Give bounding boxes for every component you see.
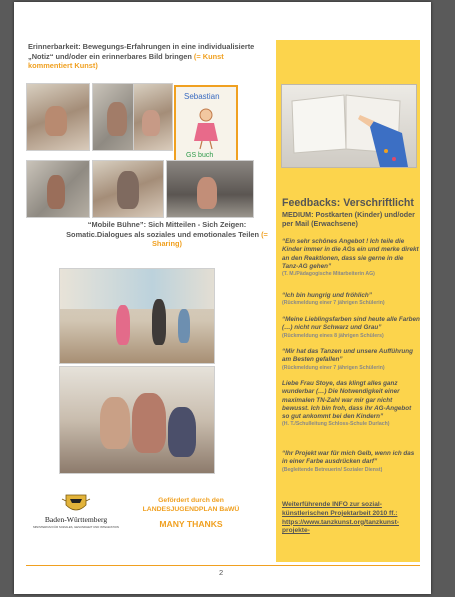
feedback-title: Feedbacks: Verschriftlicht bbox=[282, 197, 414, 209]
photo-group-1 bbox=[26, 160, 90, 218]
pointing-illustration bbox=[282, 85, 416, 167]
quote-source: (Rückmeldung einer 7 jährigen Schülerin) bbox=[282, 364, 385, 371]
logo-name: Baden-Württemberg bbox=[44, 515, 108, 524]
heading-text: Erinnerbarkeit: Bewegungs-Erfahrungen in eine individualisierte „Notiz“ und/oder ein erinnerbares Bild bringen bbox=[28, 42, 255, 61]
info-url-link[interactable]: https://www.tanzkunst.org/tanzkunst-projekte- bbox=[282, 518, 399, 535]
feedback-quote-5 bbox=[282, 380, 420, 428]
feedback-medium: MEDIUM: Postkarten (Kinder) und/oder per Mail (Erwachsene) bbox=[282, 210, 415, 228]
feedback-quote-4 bbox=[282, 348, 420, 372]
quote-text: “Ich bin hungrig und fröhlich” bbox=[282, 292, 372, 299]
quote-source: (T. M./Pädagogische Mitarbeiterin AG) bbox=[282, 271, 375, 278]
photo-child-pointing bbox=[281, 84, 417, 168]
quote-source: (Begleitende Betreuerin/ Sozialer Dienst) bbox=[282, 466, 383, 473]
logo-subtitle: MINISTERIUM FÜR SOZIALES, GESUNDHEIT UND INTEGRATION bbox=[33, 525, 119, 529]
info-block bbox=[282, 501, 420, 536]
footer-divider bbox=[26, 565, 420, 566]
drawing-text-bottom: GS buch bbox=[186, 152, 214, 159]
funding-note: Gefördert durch den LANDESJUGENDPLAN BaWÜ bbox=[142, 497, 240, 513]
quote-source: (Rückmeldung einer 7 jährigen Schülerin) bbox=[282, 300, 385, 307]
heading-accent: (= Kunst kommentiert Kunst) bbox=[28, 51, 224, 71]
mid-heading-accent: (= Sharing) bbox=[152, 229, 268, 249]
feedback-quote-2 bbox=[282, 292, 420, 307]
drawing-text-top: Sebastian bbox=[184, 92, 220, 101]
mid-heading-text: “Mobile Bühne”: Sich Mitteilen - Sich Zeigen: Somatic.Dialogues als soziales und emotionales Teilen bbox=[66, 220, 260, 239]
page-number: 2 bbox=[219, 568, 224, 577]
document-page bbox=[14, 2, 431, 594]
quote-text: Liebe Frau Stoye, das klingt alles ganz wunderbar (…) Die Notwendigkeit einer maximalen TN-Zahl war mir gar nicht bewusst. Ich bin froh, dass ihr AG-Angebot so gut ankommt bei den Kindern” bbox=[282, 380, 412, 421]
photo-child-drawing bbox=[174, 85, 238, 163]
quote-text: “Meine Lieblingsfarben sind heute alle Farben (…) nicht nur Schwarz und Grau” bbox=[282, 316, 420, 332]
feedback-quote-1 bbox=[282, 238, 420, 278]
info-link-text[interactable]: Weiterführende INFO zur sozial-künstlerischen Projektarbeit 2010 ff.: bbox=[282, 501, 398, 517]
quote-text: “Mir hat das Tanzen und unsere Aufführung am Besten gefallen” bbox=[282, 348, 413, 364]
baden-wuerttemberg-logo bbox=[33, 493, 119, 533]
photo-dance-performance bbox=[59, 268, 215, 364]
photo-children-drawing-1 bbox=[26, 83, 90, 151]
photo-children-group bbox=[59, 366, 215, 474]
quote-source: (Rückmeldung eines 8 jährigen Schülers) bbox=[282, 332, 384, 339]
photo-group-3 bbox=[166, 160, 254, 218]
photo-group-2 bbox=[92, 160, 164, 218]
quote-text: “Ihr Projekt war für mich Gelb, wenn ich das in einer Farbe ausdrücken darf” bbox=[282, 450, 415, 466]
photo-children-drawing-3 bbox=[133, 83, 173, 151]
section-heading-mobile-buehne bbox=[60, 220, 274, 249]
section-heading-erinnerbarkeit bbox=[28, 42, 264, 71]
feedback-quote-3 bbox=[282, 316, 420, 340]
drawing-illustration bbox=[176, 87, 236, 161]
feedback-quote-6 bbox=[282, 450, 420, 474]
many-thanks: MANY THANKS bbox=[159, 519, 223, 529]
quote-text: “Ein sehr schönes Angebot ! Ich teile die Kinder immer in die AGs ein und merke direkt an den Reaktionen, dass sie gerne in die Tanz-AG gehen” bbox=[282, 238, 419, 270]
quote-source: (H. T./Schulleitung Schloss-Schule Durlach) bbox=[282, 421, 390, 428]
